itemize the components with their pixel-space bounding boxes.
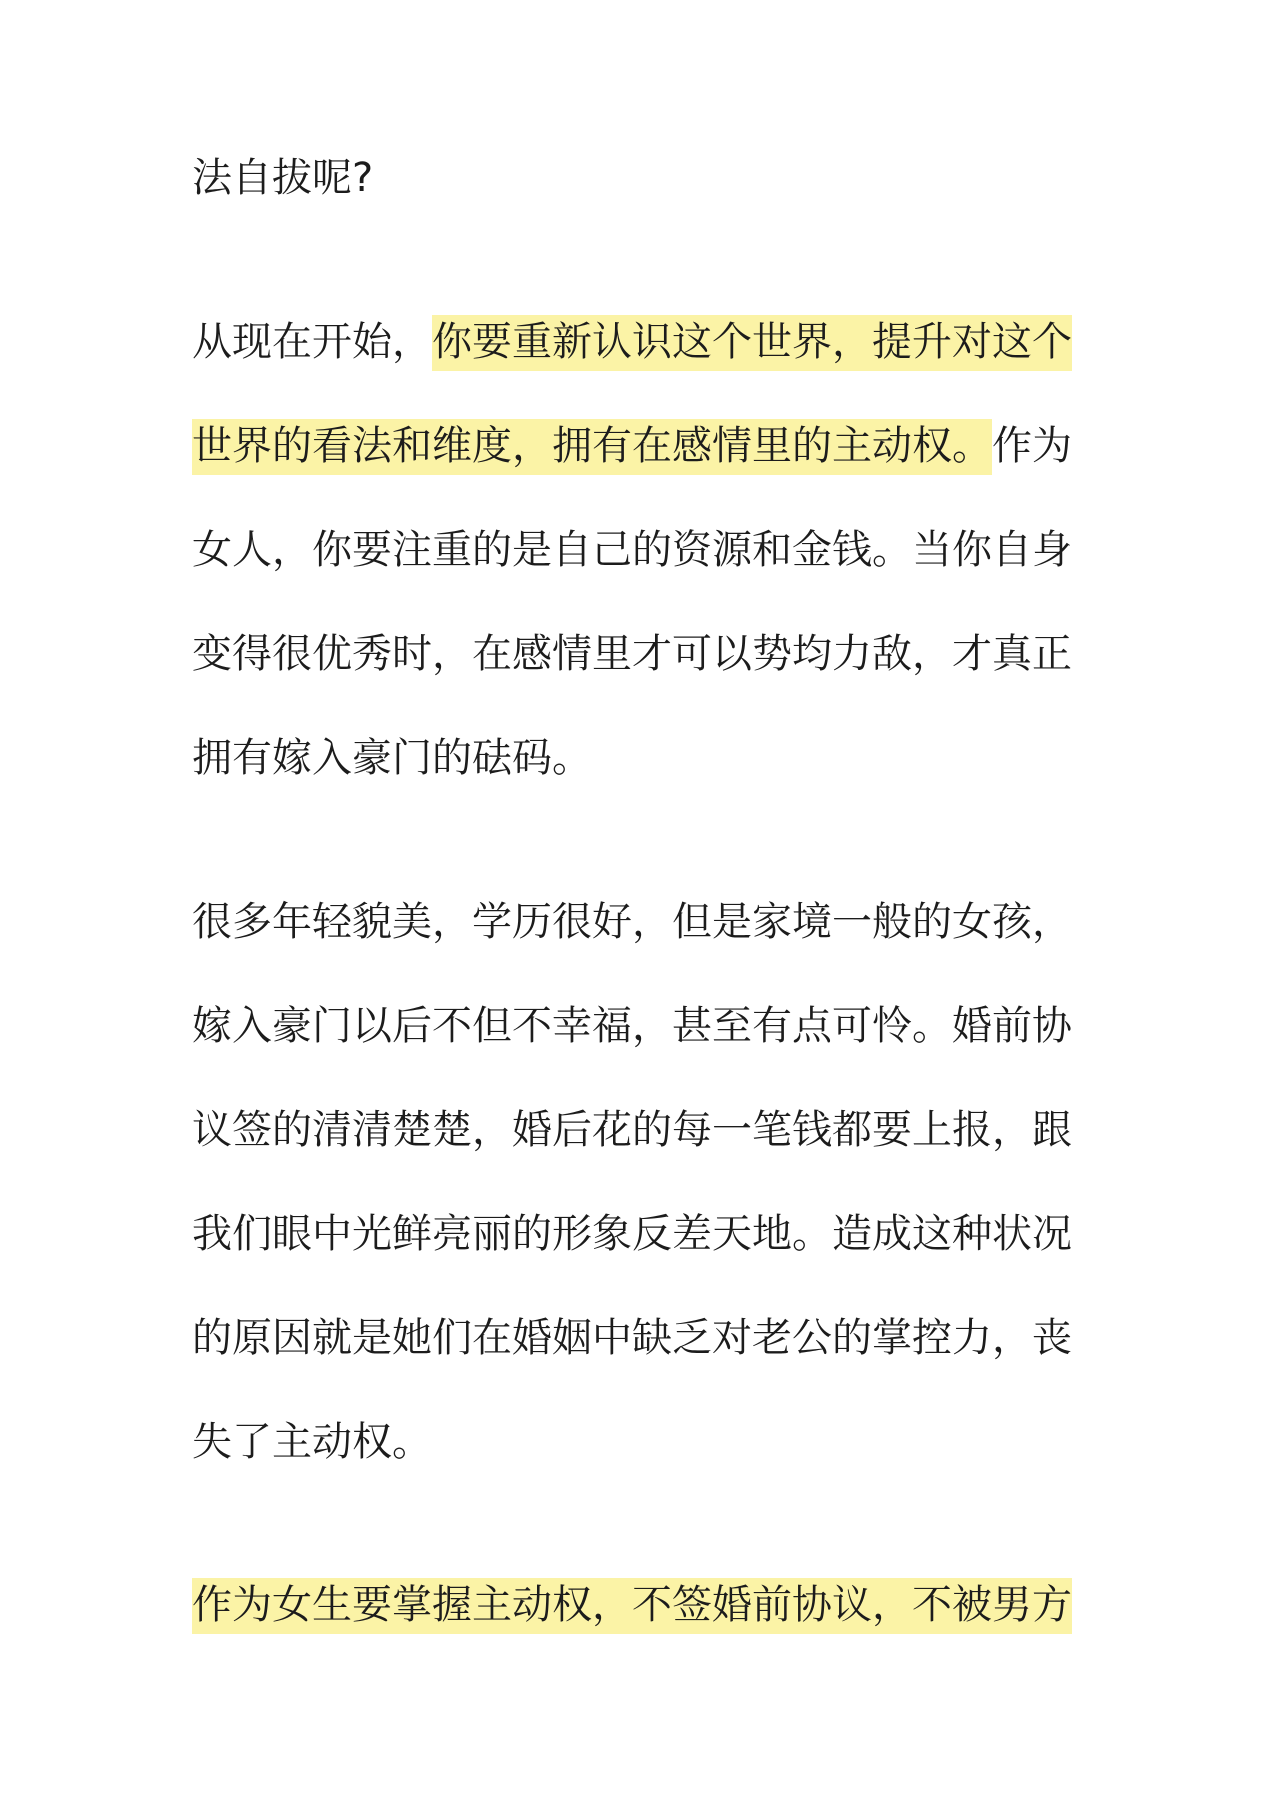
paragraph-line: [192, 150, 373, 206]
paragraph-line: [192, 1102, 1072, 1158]
text-segment: 我们眼中光鲜亮丽的形象反差天地。造成这种状况: [192, 1211, 1072, 1257]
text-segment: 嫁入豪门以后不但不幸福，甚至有点可怜。婚前协: [192, 1003, 1072, 1049]
paragraph-line: [192, 730, 592, 786]
paragraph-line: [192, 1577, 1072, 1633]
paragraph-line: [192, 522, 1072, 578]
paragraph-line: [192, 314, 1072, 370]
paragraph-line: [192, 1310, 1072, 1366]
highlighted-text: 世界的看法和维度，拥有在感情里的主动权。: [192, 419, 992, 475]
text-segment: 失了主动权。: [192, 1419, 432, 1465]
paragraph-line: [192, 998, 1072, 1054]
highlighted-text: 作为女生要掌握主动权，不签婚前协议，不被男方: [192, 1578, 1072, 1634]
text-segment: 从现在开始，: [192, 319, 432, 365]
text-segment: 议签的清清楚楚，婚后花的每一笔钱都要上报，跟: [192, 1107, 1072, 1153]
paragraph-line: [192, 1206, 1072, 1262]
text-segment: 很多年轻貌美，学历很好，但是家境一般的女孩，: [192, 899, 1072, 945]
paragraph-line: [192, 1414, 432, 1470]
text-segment: 作为: [992, 423, 1072, 469]
text-segment: 法自拔呢?: [192, 155, 374, 201]
highlighted-text: 你要重新认识这个世界，提升对这个: [432, 315, 1072, 371]
text-segment: 女人，你要注重的是自己的资源和金钱。当你自身: [192, 527, 1072, 573]
text-segment: 拥有嫁入豪门的砝码。: [192, 735, 592, 781]
paragraph-line: [192, 894, 1072, 950]
text-segment: 变得很优秀时，在感情里才可以势均力敌，才真正: [192, 631, 1072, 677]
paragraph-line: [192, 626, 1072, 682]
paragraph-line: [192, 418, 1072, 474]
text-segment: 的原因就是她们在婚姻中缺乏对老公的掌控力，丧: [192, 1315, 1072, 1361]
